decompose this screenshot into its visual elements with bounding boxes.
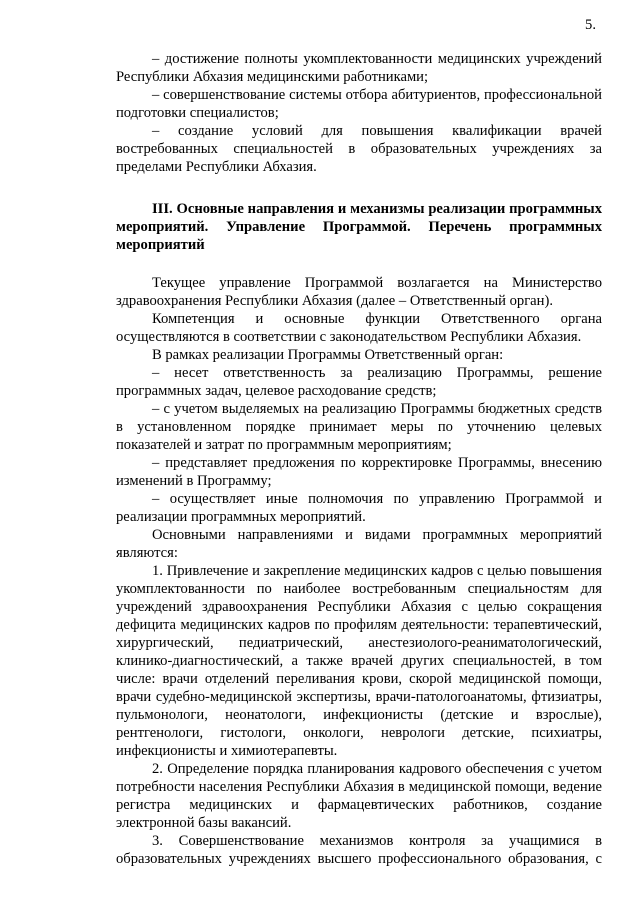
page-number: 5. (585, 17, 596, 33)
paragraph: – совершенствование системы отбора абитуриентов, профессиональной подготовки специалистов; (116, 87, 602, 121)
document-body (116, 50, 602, 868)
paragraph: – представляет предложения по корректировке Программы, внесению изменений в Программу; (116, 455, 602, 489)
paragraph: Компетенция и основные функции Ответственного органа осуществляются в соответствии с законодательством Республики Абхазия. (116, 311, 602, 345)
paragraph: Текущее управление Программой возлагается на Министерство здравоохранения Республики Абхазия (далее – Ответственный орган). (116, 275, 602, 309)
paragraph: Основными направлениями и видами программных мероприятий являются: (116, 527, 602, 561)
paragraph: 3. Совершенствование механизмов контроля за учащимися в образовательных учреждениях высшего профессионального образования, с (116, 833, 602, 867)
paragraph: 1. Привлечение и закрепление медицинских кадров с целью повышения укомплектованности по наиболее востребованным специальностям для учреждений здравоохранения Республики Абхазия с целью сокращения дефицита медицинских кадров по профилям деятельности: терапевтический, хирургический, педиатрический, анестезиолого-реаниматологический, клинико-диагностический, а также врачей других специальностей, в том числе: врачи отделений переливания крови, скорой медицинской помощи, врачи судебно-медицинской экспертизы, врачи-патологоанатомы, фтизиатры, пульмонологи, неонатологи, инфекционисты (детские и взрослые), рентгенологи, гистологи, онкологи, неврологи детские, психиатры, инфекционисты и химиотерапевты. (116, 563, 602, 759)
paragraph: – осуществляет иные полномочия по управлению Программой и реализации программных мероприятий. (116, 491, 602, 525)
paragraph: – несет ответственность за реализацию Программы, решение программных задач, целевое расходование средств; (116, 365, 602, 399)
section-heading: III. Основные направления и механизмы реализации программных мероприятий. Управление Программой. Перечень программных мероприятий (116, 201, 602, 253)
paragraph: 2. Определение порядка планирования кадрового обеспечения с учетом потребности населения Республики Абхазия в медицинской помощи, ведение регистра медицинских и фармацевтических работников, создание электронной базы вакансий. (116, 761, 602, 831)
paragraph: – достижение полноты укомплектованности медицинских учреждений Республики Абхазия медицинскими работниками; (116, 51, 602, 85)
paragraph: – с учетом выделяемых на реализацию Программы бюджетных средств в установленном порядке принимает меры по уточнению целевых показателей и затрат по программным мероприятиям; (116, 401, 602, 453)
paragraph: – создание условий для повышения квалификации врачей востребованных специальностей в образовательных учреждениях за пределами Республики Абхазия. (116, 123, 602, 175)
paragraph: В рамках реализации Программы Ответственный орган: (152, 347, 504, 363)
